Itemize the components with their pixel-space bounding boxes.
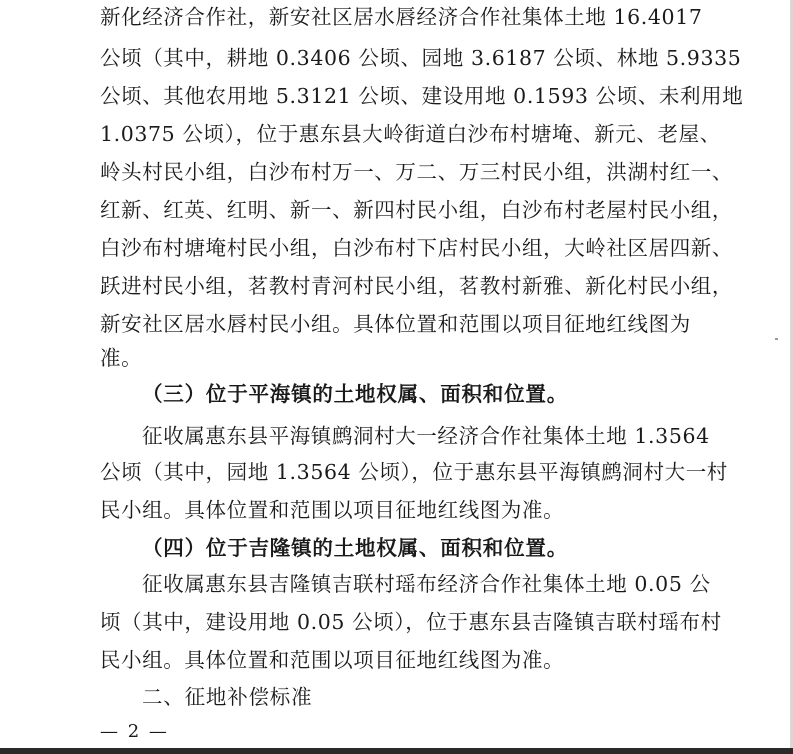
body-text-line: 岭头村民小组，白沙布村万一、万二、万三村民小组，洪湖村红一、 (100, 160, 733, 184)
scan-speck (775, 338, 778, 340)
body-text-line: 征收属惠东县平海镇鹧洞村大一经济合作社集体土地 1.3564 (142, 424, 710, 448)
page-number: — 2 — (100, 721, 169, 742)
body-text-line: 民小组。具体位置和范围以项目征地红线图为准。 (100, 648, 565, 672)
body-text-line: 顷（其中，建设用地 0.05 公顷），位于惠东县吉隆镇吉联村瑶布村 (100, 610, 722, 634)
body-text-line: 新安社区居水唇村民小组。具体位置和范围以项目征地红线图为 (100, 312, 691, 336)
body-text-line: 征收属惠东县吉隆镇吉联村瑶布经济合作社集体土地 0.05 公 (142, 572, 711, 596)
body-text-line: 公顷、其他农用地 5.3121 公顷、建设用地 0.1593 公顷、未利用地 (100, 84, 744, 108)
body-text-line: 公顷（其中，耕地 0.3406 公顷、园地 3.6187 公顷、林地 5.9335 (100, 46, 742, 70)
body-text-line: 公顷（其中，园地 1.3564 公顷），位于惠东县平海镇鹧洞村大一村 (100, 460, 728, 484)
body-text-line: 白沙布村塘埯村民小组，白沙布村下店村民小组，大岭社区居四新、 (100, 236, 733, 260)
body-text-line: 准。 (100, 346, 143, 370)
section-heading-jilong: （四）位于吉隆镇的土地权属、面积和位置。 (142, 536, 568, 560)
body-text-line: 1.0375 公顷），位于惠东县大岭街道白沙布村塘埯、新元、老屋、 (100, 122, 721, 146)
section-heading-compensation: 二、征地补偿标准 (142, 685, 313, 709)
scan-edge-bottom (0, 748, 793, 754)
body-text-line: 新化经济合作社，新安社区居水唇经济合作社集体土地 16.4017 (100, 5, 703, 29)
section-heading-pinghai: （三）位于平海镇的土地权属、面积和位置。 (142, 382, 568, 406)
body-text-line: 民小组。具体位置和范围以项目征地红线图为准。 (100, 498, 565, 522)
body-text-line: 跃进村民小组，茗教村青河村民小组，茗教村新雅、新化村民小组， (100, 274, 733, 298)
body-text-line: 红新、红英、红明、新一、新四村民小组，白沙布村老屋村民小组， (100, 198, 733, 222)
